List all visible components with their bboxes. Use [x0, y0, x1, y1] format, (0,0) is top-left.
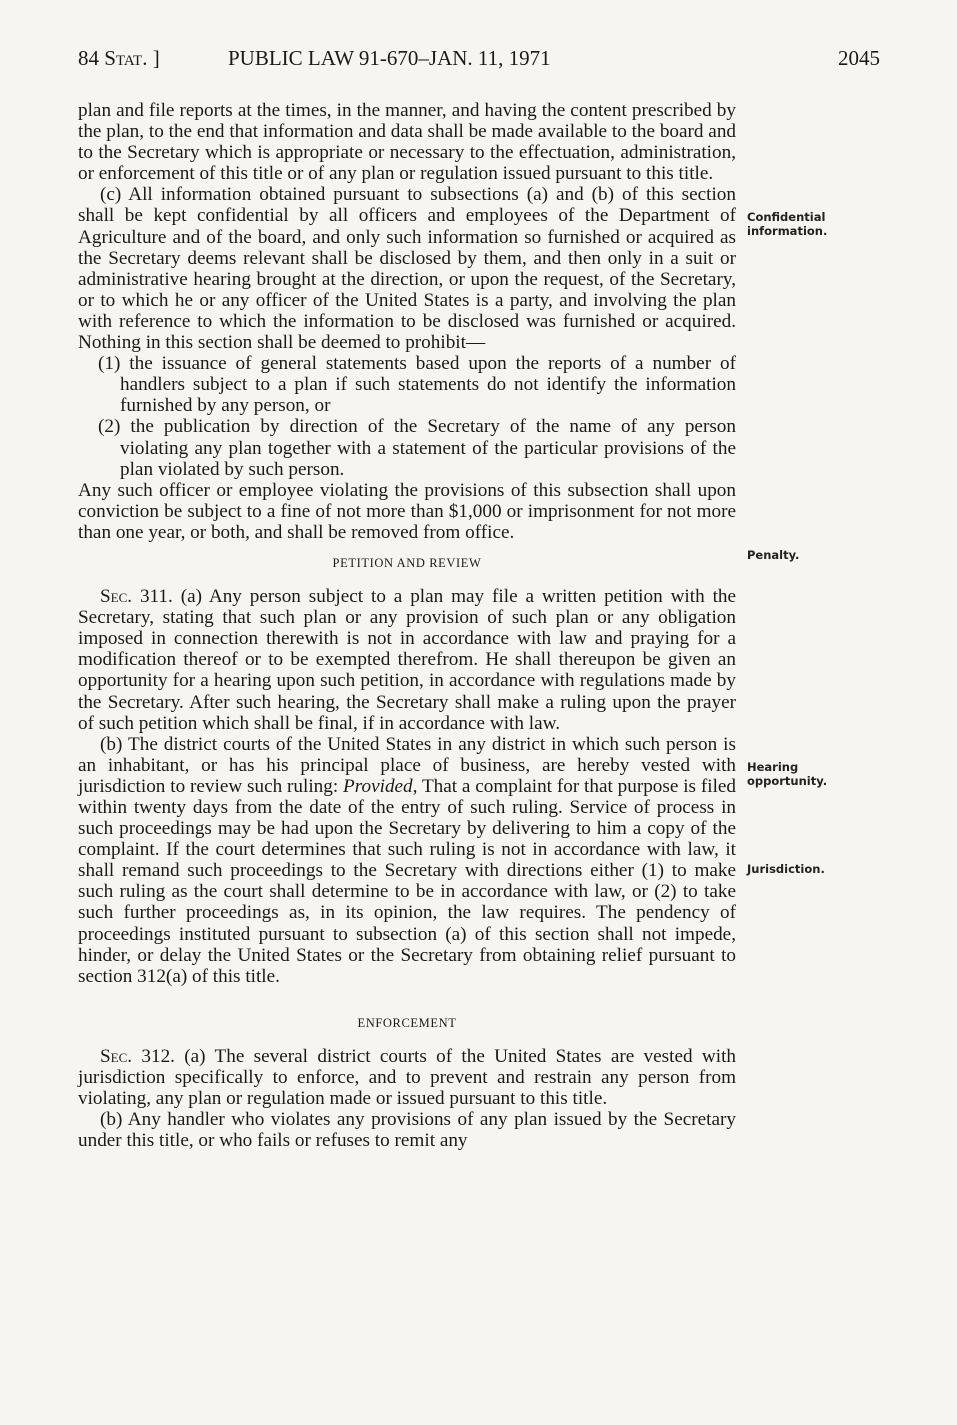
margin-note-jurisdiction: Jurisdiction.: [747, 862, 825, 876]
paragraph-sec-312-b: (b) Any handler who violates any provisions of any plan issued by the Secretary under this title, or who fails or refuses to remit any: [78, 1109, 736, 1152]
volume-citation: 84 Stat. ]: [78, 46, 160, 70]
provided-clause: Provided,: [343, 775, 418, 797]
paragraph-sec-311-b: [78, 734, 736, 987]
sec-311-b-text-end: That a complaint for that purpose is filed within twenty days from the date of the entry of such ruling. Service of process in such proceedings may be had upon the Secretary by delivering to him a copy of the complaint. If the court determines that such ruling is not in accordance with law, it shall remand such proceedings to the Secretary with directions either (1) to make such ruling as the court shall determine to be in accordance with law, or (2) to take such further proceedings as, in its opinion, the law requires. The pendency of proceedings instituted pursuant to subsection (a) of this section shall not impede, hinder, or delay the United States or the Secretary from obtaining relief pursuant to section 312(a) of this title.: [78, 775, 737, 987]
paragraph-subsection-c: (c) All information obtained pursuant to subsections (a) and (b) of this section shall be kept confidential by all officers and employees of the Department of Agriculture and of the board, and only such information so furnished or acquired as the Secretary deems relevant shall be disclosed by them, and then only in a suit or administrative hearing brought at the direction, or upon the request, of the Secretary, or to which he or any officer of the United States is a party, and involving the plan with reference to which the information to be disclosed was furnished or acquired. Nothing in this section shall be deemed to prohibit—: [78, 184, 736, 354]
sec-311-b-text-start: (b) The district courts of the United States in any district in which such person is an inhabitant, or has his principal place of business, are hereby vested with jurisdiction to review such ruling:: [78, 733, 736, 797]
section-label-311: Sec. 311.: [100, 586, 173, 608]
law-title: PUBLIC LAW 91-670–JAN. 11, 1971: [228, 46, 551, 70]
list-item-1: (1) the issuance of general statements based upon the reports of a number of handlers subject to a plan if such statements do not identify the information furnished by any person, or: [98, 353, 736, 417]
section-heading-petition: PETITION AND REVIEW: [332, 555, 482, 570]
section-heading-enforcement: ENFORCEMENT: [357, 1015, 457, 1030]
margin-note-confidential: Confidential information.: [747, 210, 828, 238]
sec-311-a-text: (a) Any person subject to a plan may file a written petition with the Secretary, stating that such plan or any provision of such plan or any obligation imposed in connection therewith is not in accordance with law and praying for a modification thereof or to be exempted therefrom. He shall thereupon be given an opportunity for a hearing upon such petition, in accordance with regulations made by the Secretary. After such hearing, the Secretary shall make a ruling upon the prayer of such petition which shall be final, if in accordance with law.: [78, 586, 737, 734]
sec-312-a-text: (a) The several district courts of the United States are vested with jurisdiction specifically to enforce, and to prevent and restrain any person from violating, any plan or regulation made or issued pursuant to this title.: [78, 1045, 736, 1110]
margin-note-hearing: Hearing opportunity.: [747, 760, 828, 788]
paragraph-sec-312-a: [78, 1046, 736, 1109]
running-header: [78, 46, 880, 76]
paragraph-penalty: Any such officer or employee violating the provisions of this subsection shall upon conviction be subject to a fine of not more than $1,000 or imprisonment for not more than one year, or both, and shall be removed from office.: [78, 479, 736, 543]
paragraph-continued: plan and file reports at the times, in the manner, and having the content prescribed by the plan, to the end that information and data shall be made available to the board and to the Secretary which is appropriate or necessary to the effectuation, administration, or enforcement of this title or of any plan or regulation issued pursuant to this title.: [78, 100, 737, 185]
list-item-2: (2) the publication by direction of the Secretary of the name of any person violating any plan together with a statement of the particular provisions of the plan violated by such person.: [98, 416, 736, 480]
statute-body: [78, 100, 736, 1151]
page-number: 2045: [838, 46, 880, 70]
section-label-312: Sec. 312.: [100, 1045, 175, 1067]
margin-note-penalty: Penalty.: [747, 548, 800, 562]
paragraph-sec-311-a: [78, 586, 736, 734]
